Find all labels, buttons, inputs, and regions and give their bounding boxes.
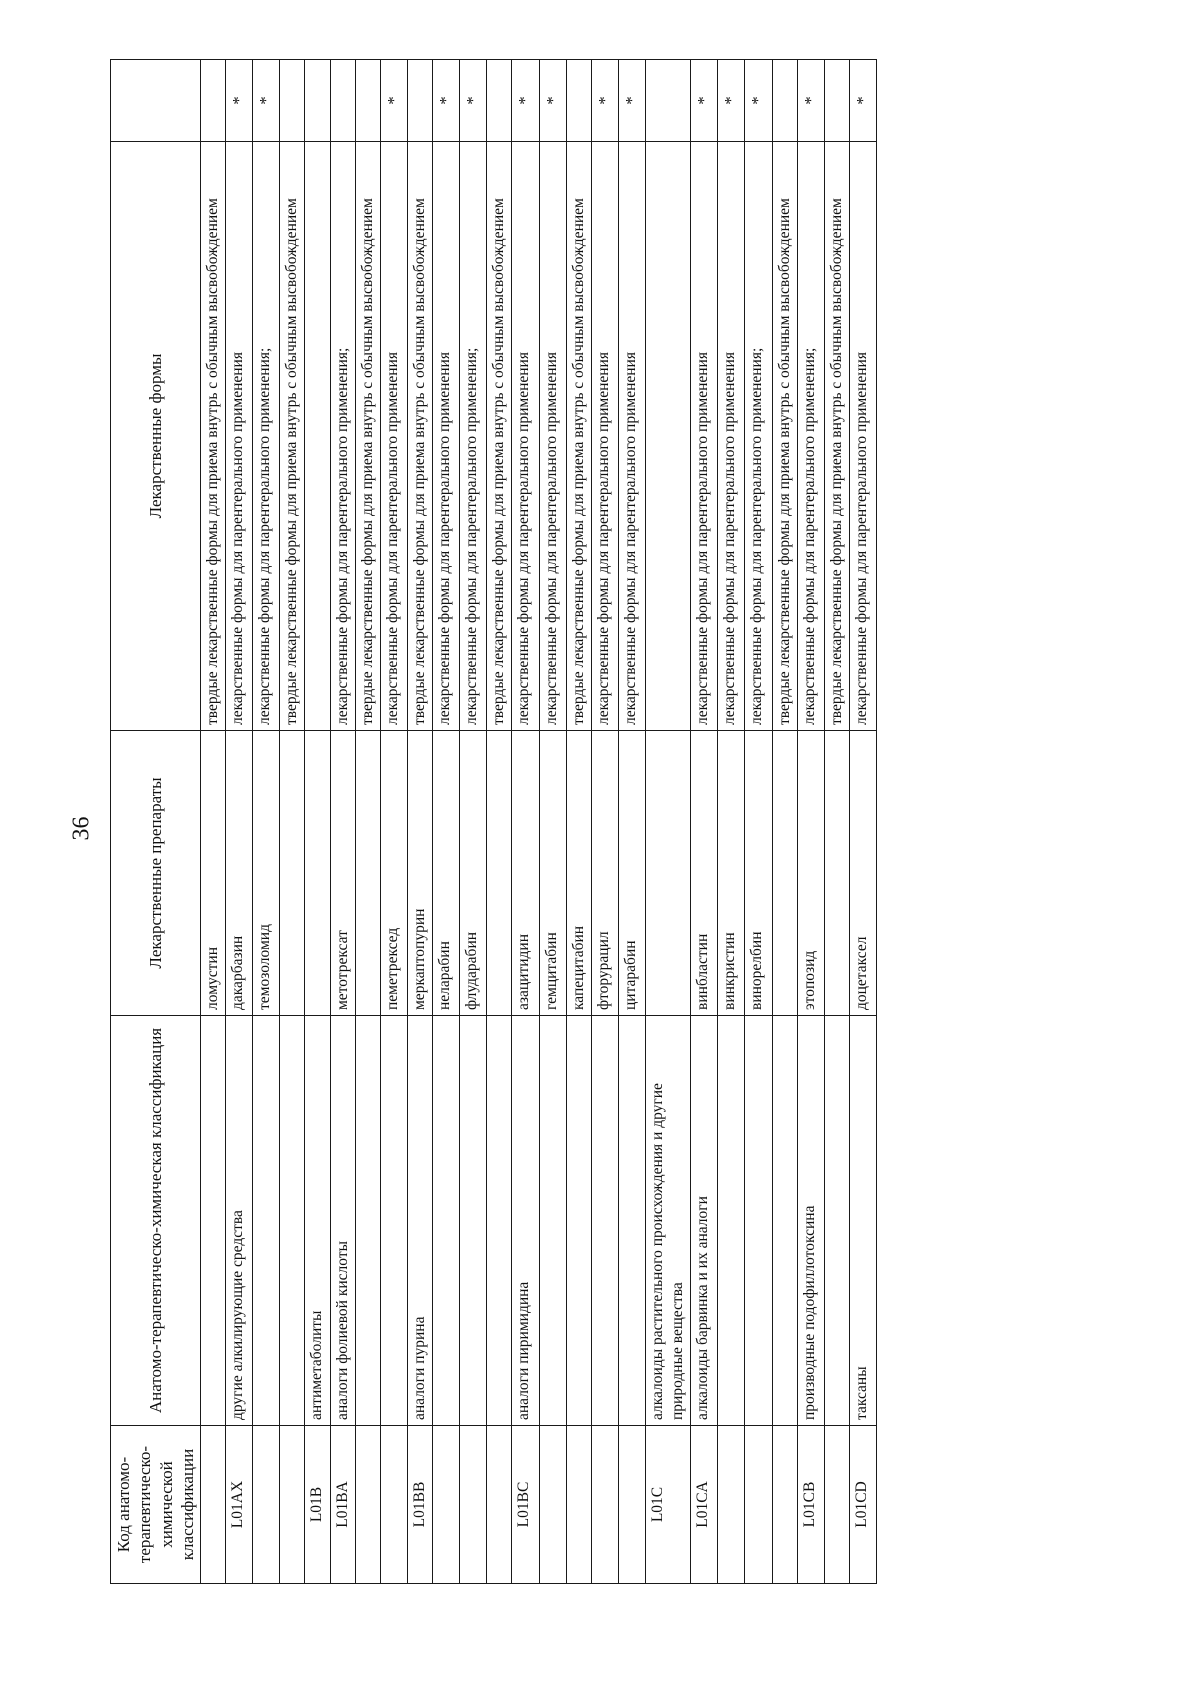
classification-cell: [201, 1016, 226, 1426]
code-cell: [201, 1426, 226, 1584]
table-row: [591, 60, 618, 1584]
code-cell: [618, 1426, 645, 1584]
mark-cell: *: [691, 60, 718, 142]
code-cell: [487, 1426, 512, 1584]
mark-cell: *: [745, 60, 772, 142]
classification-cell: производные подофиллотоксина: [797, 1016, 824, 1426]
drug-cell: [824, 731, 849, 1016]
form-cell: лекарственные формы для парентерального применения;: [745, 142, 772, 731]
code-cell: [253, 1426, 280, 1584]
table-row: [745, 60, 772, 1584]
code-cell: [591, 1426, 618, 1584]
code-cell: [772, 1426, 797, 1584]
drug-cell: этопозид: [797, 731, 824, 1016]
page-number: 36: [68, 816, 95, 841]
form-cell: лекарственные формы для парентерального применения;: [330, 142, 355, 731]
header-forms: Лекарственные формы: [111, 142, 201, 731]
drug-cell: [280, 731, 305, 1016]
mark-cell: *: [460, 60, 487, 142]
code-cell: L01C: [645, 1426, 690, 1584]
form-cell: твердые лекарственные формы для приема внутрь с обычным высвобождением: [824, 142, 849, 731]
mark-cell: *: [618, 60, 645, 142]
classification-cell: [824, 1016, 849, 1426]
mark-cell: *: [797, 60, 824, 142]
code-cell: [718, 1426, 745, 1584]
form-cell: лекарственные формы для парентерального применения;: [797, 142, 824, 731]
table-row: [512, 60, 539, 1584]
code-cell: L01CB: [797, 1426, 824, 1584]
classification-cell: [280, 1016, 305, 1426]
classification-cell: [566, 1016, 591, 1426]
mark-cell: [487, 60, 512, 142]
drug-cell: [305, 731, 330, 1016]
table-row: [797, 60, 824, 1584]
form-cell: лекарственные формы для парентерального применения: [433, 142, 460, 731]
classification-cell: аналоги пиримидина: [512, 1016, 539, 1426]
mark-cell: [566, 60, 591, 142]
drug-cell: азацитидин: [512, 731, 539, 1016]
code-cell: [460, 1426, 487, 1584]
classification-cell: аналоги пурина: [407, 1016, 432, 1426]
mark-cell: *: [433, 60, 460, 142]
header-code: Код анатомо-терапевтическо-химической классификации: [111, 1426, 201, 1584]
drug-cell: [487, 731, 512, 1016]
form-cell: лекарственные формы для парентерального применения;: [460, 142, 487, 731]
mark-cell: *: [849, 60, 876, 142]
table-row: [330, 60, 355, 1584]
form-cell: твердые лекарственные формы для приема внутрь с обычным высвобождением: [280, 142, 305, 731]
form-cell: твердые лекарственные формы для приема внутрь с обычным высвобождением: [487, 142, 512, 731]
drug-cell: винорелбин: [745, 731, 772, 1016]
form-cell: лекарственные формы для парентерального применения: [591, 142, 618, 731]
code-cell: L01CD: [849, 1426, 876, 1584]
code-cell: [566, 1426, 591, 1584]
drug-cell: [355, 731, 380, 1016]
code-cell: L01BA: [330, 1426, 355, 1584]
table-row: [433, 60, 460, 1584]
table-row: [618, 60, 645, 1584]
drug-cell: неларабин: [433, 731, 460, 1016]
classification-cell: [618, 1016, 645, 1426]
table-row: [645, 60, 690, 1584]
mark-cell: *: [226, 60, 253, 142]
drug-cell: фторурацил: [591, 731, 618, 1016]
drug-cell: [645, 731, 690, 1016]
table-body: [201, 60, 877, 1584]
drug-cell: капецитабин: [566, 731, 591, 1016]
table-row: [280, 60, 305, 1584]
code-cell: [824, 1426, 849, 1584]
table-header-row: [111, 60, 201, 1584]
table-row: [305, 60, 330, 1584]
code-cell: L01CA: [691, 1426, 718, 1584]
mark-cell: [407, 60, 432, 142]
code-cell: L01BB: [407, 1426, 432, 1584]
classification-cell: [539, 1016, 566, 1426]
drug-cell: меркаптопурин: [407, 731, 432, 1016]
classification-cell: [718, 1016, 745, 1426]
classification-cell: [380, 1016, 407, 1426]
drug-cell: дакарбазин: [226, 731, 253, 1016]
classification-cell: [355, 1016, 380, 1426]
header-classification: Анатомо-терапевтическо-химическая классификация: [111, 1016, 201, 1426]
mark-cell: *: [512, 60, 539, 142]
classification-cell: [591, 1016, 618, 1426]
mark-cell: [355, 60, 380, 142]
classification-cell: [433, 1016, 460, 1426]
mark-cell: [305, 60, 330, 142]
form-cell: твердые лекарственные формы для приема внутрь с обычным высвобождением: [407, 142, 432, 731]
form-cell: лекарственные формы для парентерального применения: [691, 142, 718, 731]
drug-cell: цитарабин: [618, 731, 645, 1016]
mark-cell: *: [539, 60, 566, 142]
classification-cell: алкалоиды барвинка и их аналоги: [691, 1016, 718, 1426]
code-cell: [355, 1426, 380, 1584]
mark-cell: [280, 60, 305, 142]
mark-cell: [645, 60, 690, 142]
classification-cell: [253, 1016, 280, 1426]
form-cell: лекарственные формы для парентерального применения: [380, 142, 407, 731]
form-cell: твердые лекарственные формы для приема внутрь с обычным высвобождением: [355, 142, 380, 731]
table-row: [849, 60, 876, 1584]
drug-cell: гемцитабин: [539, 731, 566, 1016]
form-cell: твердые лекарственные формы для приема внутрь с обычным высвобождением: [772, 142, 797, 731]
form-cell: лекарственные формы для парентерального применения: [849, 142, 876, 731]
table-row: [824, 60, 849, 1584]
header-mark: [111, 60, 201, 142]
mark-cell: [330, 60, 355, 142]
classification-cell: антиметаболиты: [305, 1016, 330, 1426]
mark-cell: [772, 60, 797, 142]
classification-cell: [487, 1016, 512, 1426]
classification-cell: алкалоиды растительного происхождения и другие природные вещества: [645, 1016, 690, 1426]
drug-registry-table: [110, 59, 877, 1584]
form-cell: лекарственные формы для парентерального применения: [718, 142, 745, 731]
mark-cell: *: [718, 60, 745, 142]
table-row: [355, 60, 380, 1584]
code-cell: L01B: [305, 1426, 330, 1584]
table-row: [566, 60, 591, 1584]
code-cell: [280, 1426, 305, 1584]
code-cell: [745, 1426, 772, 1584]
classification-cell: [772, 1016, 797, 1426]
code-cell: [539, 1426, 566, 1584]
drug-cell: винбластин: [691, 731, 718, 1016]
classification-cell: аналоги фолиевой кислоты: [330, 1016, 355, 1426]
form-cell: лекарственные формы для парентерального применения: [539, 142, 566, 731]
table-row: [772, 60, 797, 1584]
drug-cell: флударабин: [460, 731, 487, 1016]
table-row: [407, 60, 432, 1584]
form-cell: лекарственные формы для парентерального применения: [618, 142, 645, 731]
form-cell: [305, 142, 330, 731]
mark-cell: *: [380, 60, 407, 142]
classification-cell: [460, 1016, 487, 1426]
drug-cell: [772, 731, 797, 1016]
mark-cell: [201, 60, 226, 142]
rotated-table-container: [110, 60, 1130, 1584]
form-cell: [645, 142, 690, 731]
form-cell: лекарственные формы для парентерального применения: [226, 142, 253, 731]
form-cell: лекарственные формы для парентерального применения;: [253, 142, 280, 731]
table-row: [201, 60, 226, 1584]
drug-cell: темозоломид: [253, 731, 280, 1016]
header-drugs: Лекарственные препараты: [111, 731, 201, 1016]
mark-cell: [824, 60, 849, 142]
drug-cell: ломустин: [201, 731, 226, 1016]
classification-cell: таксаны: [849, 1016, 876, 1426]
code-cell: L01AX: [226, 1426, 253, 1584]
form-cell: твердые лекарственные формы для приема внутрь с обычным высвобождением: [201, 142, 226, 731]
mark-cell: *: [253, 60, 280, 142]
table-row: [487, 60, 512, 1584]
code-cell: [380, 1426, 407, 1584]
table-row: [691, 60, 718, 1584]
table-row: [380, 60, 407, 1584]
drug-cell: винкристин: [718, 731, 745, 1016]
table-row: [718, 60, 745, 1584]
drug-cell: пеметрексед: [380, 731, 407, 1016]
classification-cell: другие алкилирующие средства: [226, 1016, 253, 1426]
drug-cell: метотрексат: [330, 731, 355, 1016]
table-row: [253, 60, 280, 1584]
table-row: [460, 60, 487, 1584]
code-cell: [433, 1426, 460, 1584]
form-cell: лекарственные формы для парентерального применения: [512, 142, 539, 731]
form-cell: твердые лекарственные формы для приема внутрь с обычным высвобождением: [566, 142, 591, 731]
mark-cell: *: [591, 60, 618, 142]
drug-cell: доцетаксел: [849, 731, 876, 1016]
code-cell: L01BC: [512, 1426, 539, 1584]
table-row: [539, 60, 566, 1584]
table-row: [226, 60, 253, 1584]
classification-cell: [745, 1016, 772, 1426]
